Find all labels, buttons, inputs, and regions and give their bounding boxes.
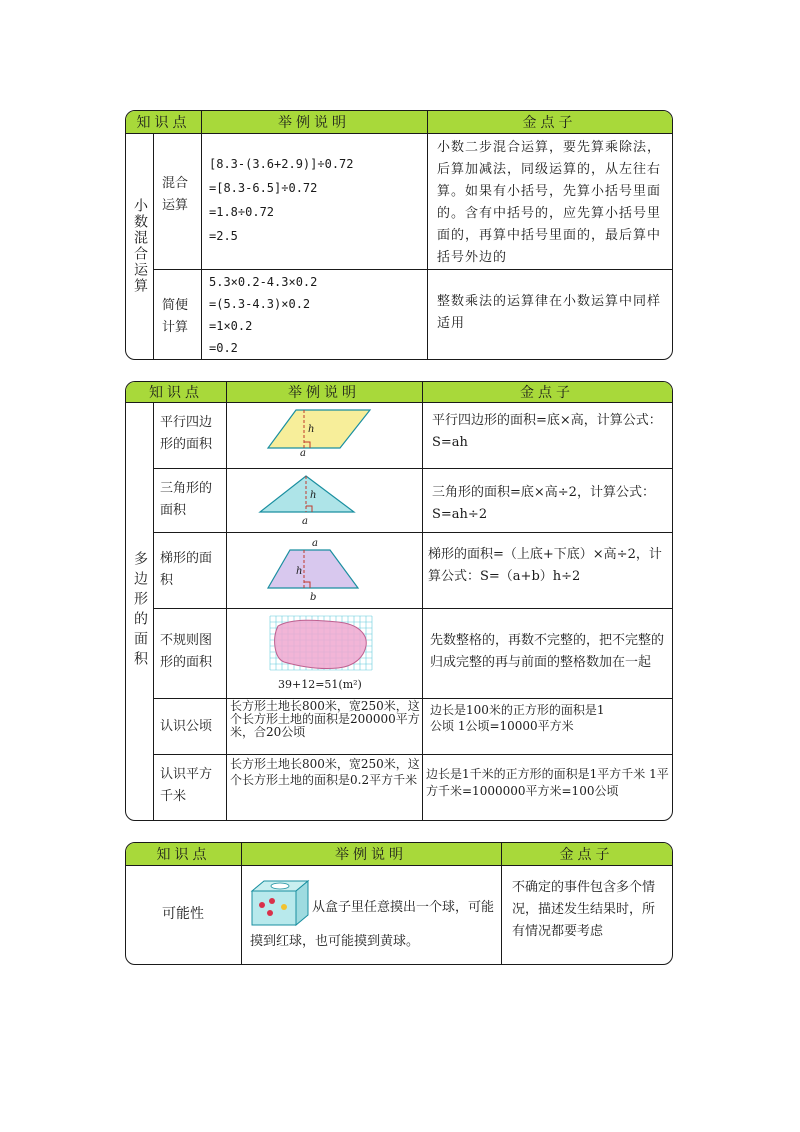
tip-text: 三角形的面积=底×高÷2，计算公式：S=ah÷2 xyxy=(432,485,655,522)
topic-label: 可能性 xyxy=(162,906,204,922)
header-knowledge: 知识点 xyxy=(156,847,211,863)
tip-text: 平行四边形的面积=底×高，计算公式：S=ah xyxy=(432,413,662,450)
table-header xyxy=(126,111,672,134)
height-label: h xyxy=(308,424,315,435)
header-tips: 金点子 xyxy=(522,115,577,131)
header-example: 举例说明 xyxy=(335,847,407,863)
topic-label: 三角形的面积 xyxy=(160,481,213,518)
header-knowledge: 知识点 xyxy=(149,385,203,401)
top-base-label: a xyxy=(312,538,318,549)
section-label: 多边形的面积 xyxy=(132,551,148,671)
topic-label: 混合运算 xyxy=(162,176,189,213)
header-example: 举例说明 xyxy=(278,115,350,131)
table-header xyxy=(126,382,672,403)
example-text: 长方形土地长800米，宽250米，这个长方形土地的面积是0.2平方千米 xyxy=(230,757,420,787)
triangle-figure xyxy=(258,474,358,526)
table-header xyxy=(126,843,672,866)
tip-text: 边长是1千米的正方形的面积是1平方千米 1平方千米=1000000平方米=100公顷 xyxy=(426,767,669,798)
topic-label: 认识公顷 xyxy=(160,719,213,734)
tip-text: 整数乘法的运算律在小数运算中同样适用 xyxy=(437,294,662,331)
table-probability xyxy=(125,842,673,965)
header-tips: 金点子 xyxy=(559,847,614,863)
height-label: h xyxy=(310,490,317,501)
header-knowledge: 知识点 xyxy=(136,115,191,131)
tip-text: 小数二步混合运算，要先算乘除法，后算加减法，同级运算的，从左往右算。如果有小括号，先算小括号里面的。含有中括号的，应先算小括号里面的，再算中括号里面的，最后算中括号外边的 xyxy=(437,140,662,265)
topic-label: 认识平方千米 xyxy=(160,767,213,804)
height-label: h xyxy=(296,566,303,577)
tip-text: 先数整格的，再数不完整的，把不完整的归成完整的再与前面的整格数加在一起 xyxy=(430,633,665,670)
table-decimal-operations: 知识点 举例说明 金点子 小数混合运算 混合运算 [8.3-(3.6+2.9)]÷0.72 =[8.3-6.5]÷0.72 =1.8÷0.72 =2.5 小数二步混合运算，要先算乘除法，后算加减法，同级运算的，从左往右算。如果有小括号，先算小括号里面的。含有中括号的，应先算小括号里面的，再算中括号里面的，最后算中括号外边的 简便计算 5.3×0.2-4.3×0.2 =(5.3-4.3)×0.2 =1×0.2 =0.2 整数乘法的运算律在小数运算中同样适用 xyxy=(125,110,673,360)
header-tips: 金点子 xyxy=(520,385,574,401)
section-label: 小数混合运算 xyxy=(132,198,148,294)
topic-label: 不规则图形的面积 xyxy=(160,633,213,670)
table-polygon-area xyxy=(125,381,673,821)
topic-label: 简便计算 xyxy=(162,298,189,335)
header-example: 举例说明 xyxy=(288,385,360,401)
parallelogram-figure xyxy=(266,408,376,456)
example-text: 从盒子里任意摸出一个球，可能摸到红球，也可能摸到黄球。 xyxy=(250,900,495,949)
base-label: a xyxy=(300,448,306,456)
figure-caption: 39+12=51(m²) xyxy=(278,678,362,691)
tip-text: 边长是100米的正方形的面积是1公顷 1公顷=10000平方米 xyxy=(430,703,605,733)
bottom-base-label: b xyxy=(310,592,317,602)
tip-text: 梯形的面积=（上底+下底）×高÷2，计算公式：S=（a+b）h÷2 xyxy=(428,547,662,584)
topic-label: 平行四边形的面积 xyxy=(160,415,213,452)
tip-text: 不确定的事件包含多个情况，描述发生结果时，所有情况都要考虑 xyxy=(512,880,656,939)
irregular-shape-figure xyxy=(268,614,374,694)
trapezoid-figure xyxy=(266,536,366,602)
example-text: 长方形土地长800米，宽250米，这个长方形土地的面积是200000平方米，合20公顷 xyxy=(230,699,420,739)
base-label: a xyxy=(302,516,308,526)
topic-label: 梯形的面积 xyxy=(160,551,213,588)
